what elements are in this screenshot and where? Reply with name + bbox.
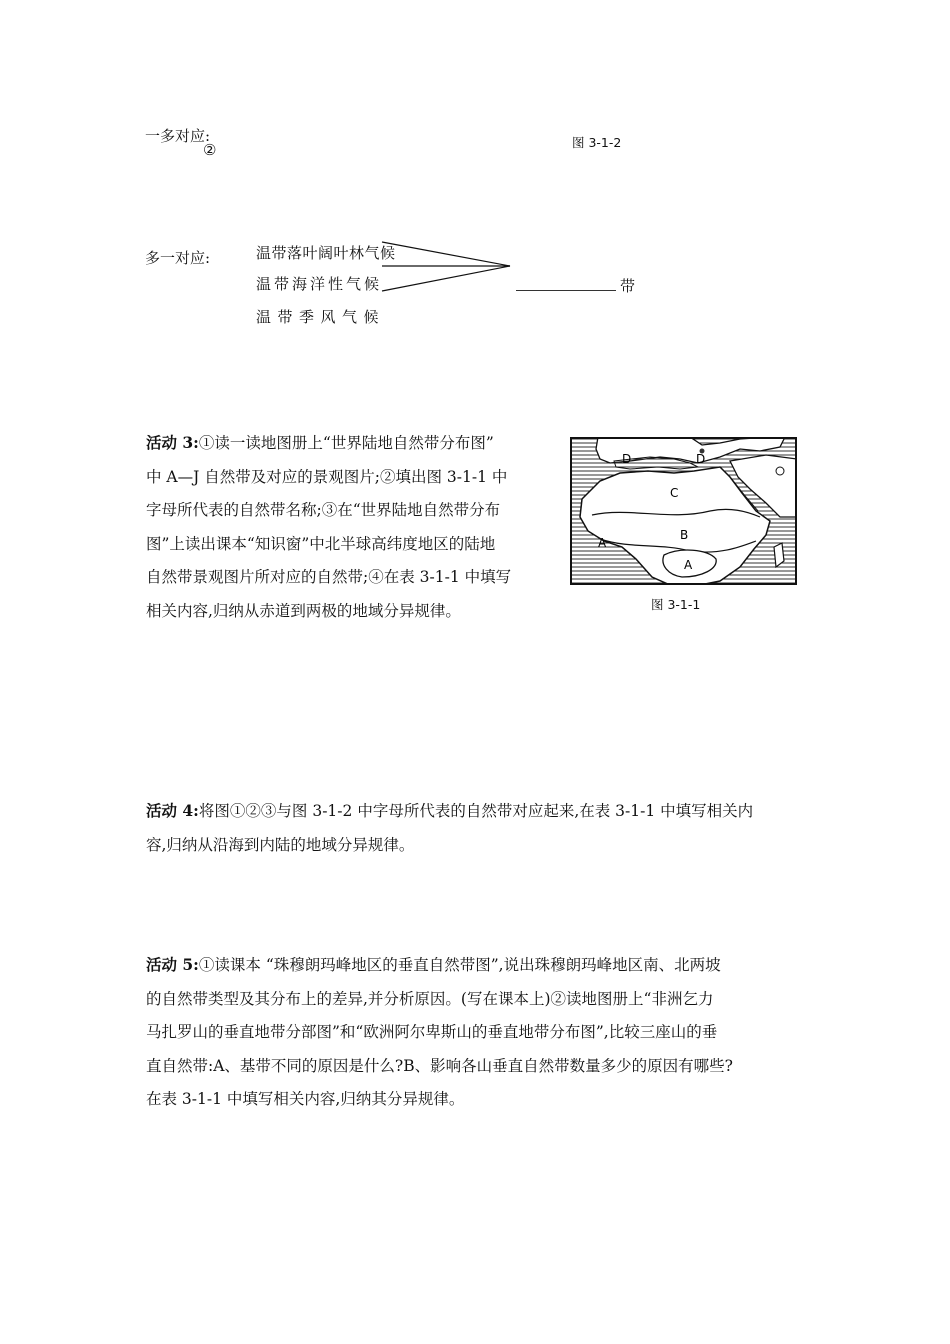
- activity-5-line: ①读课本 “珠穆朗玛峰地区的垂直自然带图”,说出珠穆朗玛峰地区南、北两坡: [198, 956, 721, 974]
- activity-3: [146, 426, 566, 628]
- activity-5: [146, 948, 836, 1117]
- activity-3-line: ①读一读地图册上“世界陆地自然带分布图”: [198, 434, 494, 452]
- africa-natural-zone-map: [570, 437, 797, 585]
- one-to-many-label: 一多对应:: [145, 127, 211, 145]
- island: [776, 467, 784, 475]
- activity-3-line: 自然带景观图片所对应的自然带;④在表 3-1-1 中填写: [146, 568, 512, 586]
- arrow-line-top: [382, 242, 510, 266]
- converging-arrow-lines: [0, 0, 950, 400]
- blank-suffix: 带: [620, 277, 636, 295]
- answer-blank[interactable]: [516, 276, 616, 291]
- map-label-c: C: [670, 486, 679, 500]
- climate-temperate-monsoon: 温带季风气候: [256, 308, 386, 326]
- activity-4-label: 活动 4:: [146, 801, 199, 820]
- activity-5-line: 直自然带:A、基带不同的原因是什么?B、影响各山垂直自然带数量多少的原因有哪些?: [146, 1056, 733, 1075]
- climate-temperate-deciduous: 温带落叶阔叶林气候: [256, 244, 396, 262]
- activity-3-line: 相关内容,归纳从赤道到两极的地域分异规律。: [146, 601, 461, 620]
- circle-mark: ②: [203, 141, 217, 159]
- activity-5-line: 的自然带类型及其分布上的差异,并分析原因。(写在课本上)②读地图册上“非洲乞力: [146, 989, 714, 1008]
- map-label-d-left: D: [622, 452, 632, 466]
- activity-4-line: 将图①②③与图 3-1-2 中字母所代表的自然带对应起来,在表 3-1-1 中填写相关内: [198, 802, 754, 820]
- arrow-line-bottom: [382, 266, 510, 291]
- map-label-a-left: A: [598, 536, 607, 550]
- activity-3-line: 图”上读出课本“知识窗”中北半球高纬度地区的陆地: [146, 534, 496, 553]
- activity-3-label: 活动 3:: [146, 433, 199, 452]
- many-to-one-label: 多一对应:: [145, 249, 211, 267]
- activity-5-line: 在表 3-1-1 中填写相关内容,归纳其分异规律。: [146, 1090, 465, 1108]
- figure-3-1-1-caption: 图 3-1-1: [651, 597, 701, 612]
- map-label-a-inner: A: [684, 558, 693, 572]
- activity-4: [146, 794, 826, 862]
- activity-3-line: 字母所代表的自然带名称;③在“世界陆地自然带分布: [146, 501, 501, 519]
- map-label-b: B: [680, 528, 689, 542]
- activity-5-label: 活动 5:: [146, 955, 199, 974]
- activity-5-line: 马扎罗山的垂直地带分部图”和“欧洲阿尔卑斯山的垂直地带分布图”,比较三座山的垂: [146, 1023, 718, 1041]
- activity-4-line: 容,归纳从沿海到内陆的地域分异规律。: [146, 835, 415, 854]
- answer-blank-zone: [516, 276, 635, 296]
- climate-temperate-oceanic: 温带海洋性气候: [256, 275, 383, 293]
- activity-3-line: 中 A—J 自然带及对应的景观图片;②填出图 3-1-1 中: [146, 467, 508, 486]
- figure-3-1-2-caption: 图 3-1-2: [572, 135, 622, 150]
- map-label-d-right: D: [696, 452, 706, 466]
